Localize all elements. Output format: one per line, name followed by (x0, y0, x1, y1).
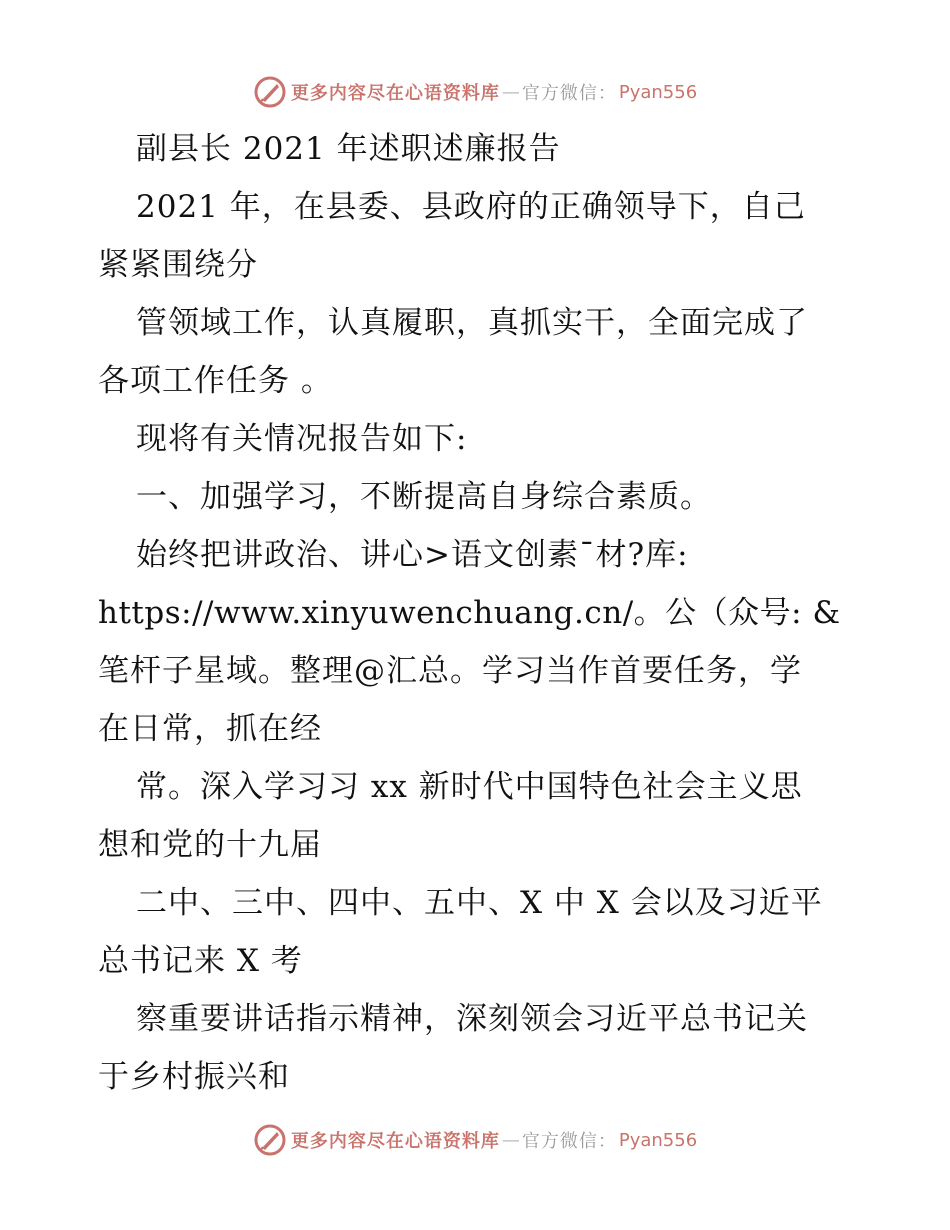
paragraph-line: 始终把讲政治、讲心>语文创素¯材?库: (136, 537, 689, 573)
section-heading: 一、加强学习，不断提高自身综合素质。 (136, 479, 712, 515)
paragraph-line: 各项工作任务 。 (98, 363, 333, 399)
paragraph-line: 想和党的十九届 (98, 827, 322, 863)
document-body (98, 120, 858, 1106)
watermark-separator: — (501, 1129, 520, 1151)
header-watermark (0, 72, 950, 112)
paragraph-line: 2021 年，在县委、县政府的正确领导下，自己 (136, 189, 806, 225)
watermark-account-id: Pyan556 (618, 81, 698, 103)
watermark-official-label: 官方微信： (521, 1131, 617, 1152)
watermark-brand-text: 更多内容尽在心语资料库 (290, 1131, 500, 1152)
paragraph-line: 于乡村振兴和 (98, 1059, 290, 1095)
paragraph-line: 现将有关情况报告如下: (136, 421, 468, 457)
quill-pen-logo-icon (253, 1123, 287, 1157)
document-title: 副县长 2021 年述职述廉报告 (136, 131, 561, 167)
paragraph-line: 察重要讲话指示精神，深刻领会习近平总书记关 (136, 1001, 808, 1037)
paragraph-line: 管领域工作，认真履职，真抓实干，全面完成了 (136, 305, 808, 341)
paragraph-line: 紧紧围绕分 (98, 247, 258, 283)
footer-watermark (0, 1120, 950, 1160)
paragraph-line: 二中、三中、四中、五中、X 中 X 会以及习近平 (136, 885, 823, 921)
paragraph-line-url: https://www.xinyuwenchuang.cn/。公（众号: & (98, 595, 841, 631)
watermark-brand-text: 更多内容尽在心语资料库 (290, 83, 500, 104)
quill-pen-logo-icon (253, 75, 287, 109)
paragraph-line: 常。深入学习习 xx 新时代中国特色社会主义思 (136, 769, 803, 805)
paragraph-line: 总书记来 X 考 (98, 943, 303, 979)
paragraph-line: 笔杆子星域。整理@汇总。学习当作首要任务，学 (98, 653, 802, 689)
watermark-separator: — (501, 81, 520, 103)
paragraph-line: 在日常，抓在经 (98, 711, 322, 747)
watermark-account-id: Pyan556 (618, 1129, 698, 1151)
watermark-official-label: 官方微信： (521, 83, 617, 104)
